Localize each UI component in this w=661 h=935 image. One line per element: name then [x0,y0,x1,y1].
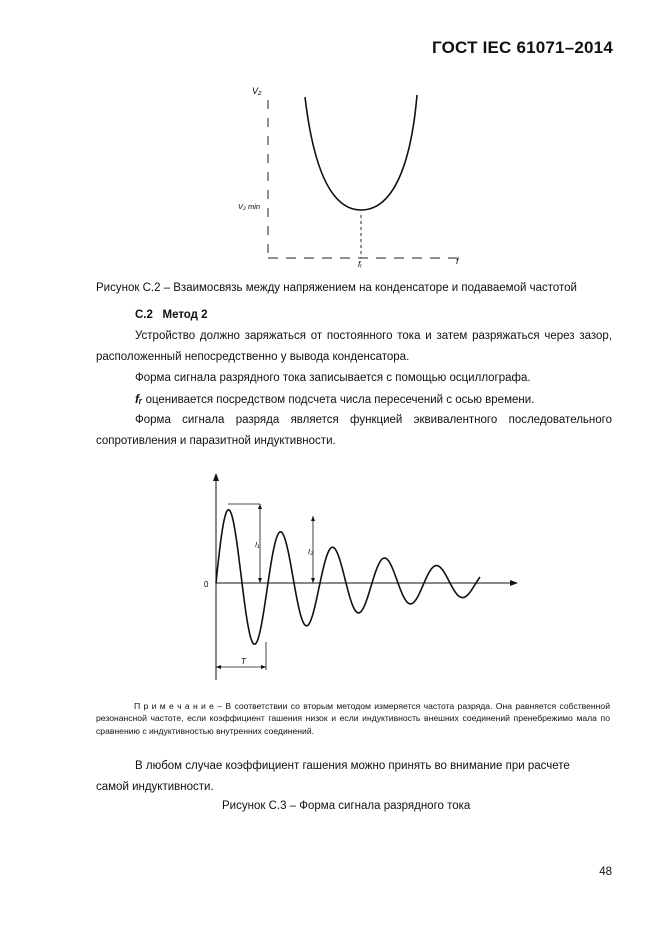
i1-label: I₁ [255,540,260,549]
v2-min-label: V₂ min [238,202,261,211]
y-axis-label: V₂ [252,86,262,96]
section-title: Метод 2 [162,309,208,321]
note-lead: П р и м е ч а н и е – [134,701,223,711]
figure-c2-caption: Рисунок С.2 – Взаимосвязь между напряжением на конденсаторе и подаваемой частотой [96,282,577,294]
paragraph-4: Форма сигнала разряда является функцией эквивалентного последовательного сопротивления и паразитной индуктивности. [96,414,612,447]
i2-label: I₂ [308,547,313,556]
note-text: В соответствии со вторым методом измеряется частота разряда. Она равняется собственной резонансной частоте, если коэффициент гашения низок и если индуктивность внешних соединений пренебрежимо мала по сравнению с индуктивностью внутренних соединений. [96,701,611,736]
page-number: 48 [599,866,612,878]
period-label: T [241,657,246,666]
figure-c3-caption: Рисунок С.3 – Форма сигнала разрядного тока [222,800,471,812]
time-axis-arrow [510,580,518,586]
figure-c3-discharge-waveform [198,470,523,685]
y-axis-arrow [213,473,219,481]
zero-label: 0 [204,580,209,589]
figure-c2-voltage-curve [225,75,475,275]
section-heading [135,309,208,321]
paragraph-after-note: В любом случае коэффициент гашения можно принять во внимание при расчете самой индуктивности. [96,760,570,793]
paragraph-1: Устройство должно заряжаться от постоянного тока и затем разряжаться через зазор, расположенный непосредственно у вывода конденсатора. [96,330,612,363]
figure-c3-note [96,700,610,737]
paragraph-3-text: оценивается посредством подсчета числа пересечений с осью времени. [145,394,535,406]
resonance-frequency-symbol: fᵣ [135,392,143,406]
resonance-frequency-label: fᵣ [358,260,362,269]
paragraph-2: Форма сигнала разрядного тока записывается с помощью осциллографа. [135,372,531,384]
document-header: ГОСТ IEC 61071–2014 [431,38,613,57]
x-axis-label: f [456,256,459,266]
paragraph-3 [135,389,534,411]
voltage-curve [305,95,417,210]
section-number: С.2 [135,309,153,321]
damped-oscillation-curve [216,510,480,645]
